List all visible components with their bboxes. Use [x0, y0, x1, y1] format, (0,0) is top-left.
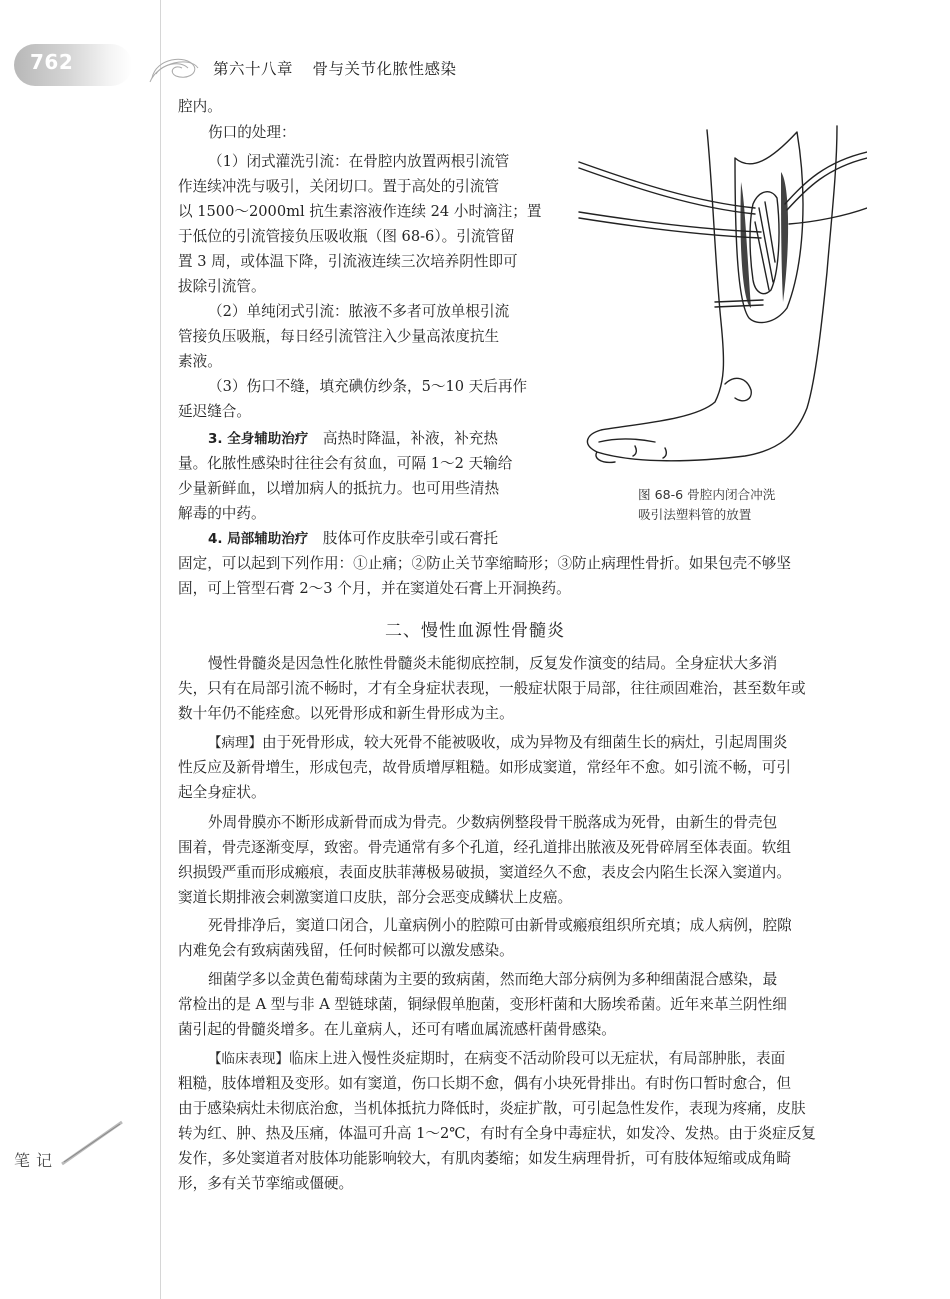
text-line: 解毒的中药。 [178, 505, 266, 522]
text-line: 以 1500～2000ml 抗生素溶液作连续 24 小时滴注；置 [178, 203, 542, 220]
text-line: 发作，多处窦道者对肢体功能影响较大，有肌肉萎缩；如发生病理骨折，可有肢体短缩或成角畸 [178, 1150, 791, 1167]
text-line: 管接负压吸瓶，每日经引流管注入少量高浓度抗生 [178, 328, 500, 345]
text-line: 拔除引流管。 [178, 278, 266, 295]
local-therapy-line: 4. 局部辅助治疗 肢体可作皮肤牵引或石膏托 [208, 530, 499, 547]
local-therapy-heading: 4. 局部辅助治疗 [208, 531, 309, 547]
page-number: 762 [30, 50, 74, 74]
text-line: 性反应及新骨增生，形成包壳，故骨质增厚粗糙。如形成窦道，常经年不愈。如引流不畅，可引 [178, 759, 791, 776]
text-line: 量。化脓性感染时往往会有贫血，可隔 1～2 天输给 [178, 455, 513, 472]
decorative-swirl-icon [146, 48, 202, 88]
pathology-heading: 【病理】 [208, 735, 262, 751]
margin-notes [14, 1148, 58, 1171]
text-line: 转为红、肿、热及压痛，体温可升高 1～2℃，有时有全身中毒症状，如发冷、发热。由于炎症反复 [178, 1125, 816, 1142]
text-line: 织损毁严重而形成瘢痕，表面皮肤菲薄极易破损，窦道经久不愈，表皮会内陷生长深入窦道内。 [178, 864, 791, 881]
text-line: 起全身症状。 [178, 784, 266, 801]
text-line: 菌引起的骨髓炎增多。在儿童病人，还可有嗜血属流感杆菌骨感染。 [178, 1021, 616, 1038]
margin-notes-label: 笔记 [14, 1151, 59, 1170]
text-line: 围着，骨壳逐渐变厚，致密。骨壳通常有多个孔道，经孔道排出脓液及死骨碎屑至体表面。软组 [178, 839, 791, 856]
text-line: 死骨排净后，窦道口闭合，儿童病例小的腔隙可由新骨或瘢痕组织所充填；成人病例，腔隙 [208, 917, 792, 934]
text-line: 慢性骨髓炎是因急性化脓性骨髓炎未能彻底控制，反复发作演变的结局。全身症状大多消 [208, 655, 778, 672]
figure-caption-line2: 吸引法塑料管的放置 [638, 507, 752, 522]
clinical-heading: 【临床表现】 [208, 1051, 289, 1067]
text-line: （2）单纯闭式引流：脓液不多者可放单根引流 [208, 303, 510, 320]
text-line: 外周骨膜亦不断形成新骨而成为骨壳。少数病例整段骨干脱落成为死骨，由新生的骨壳包 [208, 814, 778, 831]
text-line: 固，可上管型石膏 2～3 个月，并在窦道处石膏上开洞换药。 [178, 580, 571, 597]
text-line: 固定，可以起到下列作用：①止痛；②防止关节挛缩畸形；③防止病理性骨折。如果包壳不够坚 [178, 555, 791, 572]
text-line: 由于感染病灶未彻底治愈，当机体抵抗力降低时，炎症扩散，可引起急性发作，表现为疼痛，皮肤 [178, 1100, 806, 1117]
text-line: 少量新鲜血，以增加病人的抵抗力。也可用些清热 [178, 480, 500, 497]
text-line: 内难免会有致病菌残留，任何时候都可以激发感染。 [178, 942, 514, 959]
figure-caption-line1: 图 68-6 骨腔内闭合冲洗 [638, 487, 776, 502]
chapter-number: 第六十八章 [213, 60, 294, 78]
text-line: （3）伤口不缝，填充碘仿纱条，5～10 天后再作 [208, 378, 528, 395]
systemic-therapy-heading: 3. 全身辅助治疗 [208, 431, 309, 447]
text-line: 作连续冲洗与吸引，关闭切口。置于高处的引流管 [178, 178, 500, 195]
text-line: 腔内。 [178, 98, 222, 115]
text-line: 窦道长期排液会刺激窦道口皮肤，部分会恶变成鳞状上皮癌。 [178, 889, 573, 906]
text-line: 细菌学多以金黄色葡萄球菌为主要的致病菌，然而绝大部分病例为多种细菌混合感染，最 [208, 971, 778, 988]
text-line: 数十年仍不能痊愈。以死骨形成和新生骨形成为主。 [178, 705, 514, 722]
clinical-line: 【临床表现】临床上进入慢性炎症期时，在病变不活动阶段可以无症状，有局部肿胀，表面 [208, 1050, 786, 1067]
pencil-icon [58, 1118, 128, 1168]
text-line: 失，只有在局部引流不畅时，才有全身症状表现，一般症状限于局部，往往顽固难治，甚至数年或 [178, 680, 806, 697]
running-head [213, 57, 470, 79]
text-line: 于低位的引流管接负压吸收瓶（图 68-6）。引流管留 [178, 228, 515, 245]
systemic-therapy-line: 3. 全身辅助治疗 高热时降温，补液，补充热 [208, 430, 499, 447]
leg-drainage-illustration [575, 112, 867, 478]
text-line: 延迟缝合。 [178, 403, 251, 420]
text-line: 形，多有关节挛缩或僵硬。 [178, 1175, 354, 1192]
margin-rule [160, 0, 161, 1299]
text-line: 常检出的是 A 型与非 A 型链球菌，铜绿假单胞菌，变形杆菌和大肠埃希菌。近年来革兰阴性细 [178, 996, 787, 1013]
text-line: 素液。 [178, 353, 222, 370]
pathology-line: 【病理】由于死骨形成，较大死骨不能被吸收，成为异物及有细菌生长的病灶，引起周围炎 [208, 734, 788, 751]
chapter-title: 骨与关节化脓性感染 [312, 60, 457, 78]
text-line: 伤口的处理： [208, 124, 296, 141]
text-line: 置 3 周，或体温下降，引流液连续三次培养阴性即可 [178, 253, 518, 270]
text-line: （1）闭式灌洗引流：在骨腔内放置两根引流管 [208, 153, 510, 170]
section-title: 二、慢性血源性骨髓炎 [385, 621, 565, 641]
text-line: 粗糙，肢体增粗及变形。如有窦道，伤口长期不愈，偶有小块死骨排出。有时伤口暂时愈合，但 [178, 1075, 791, 1092]
